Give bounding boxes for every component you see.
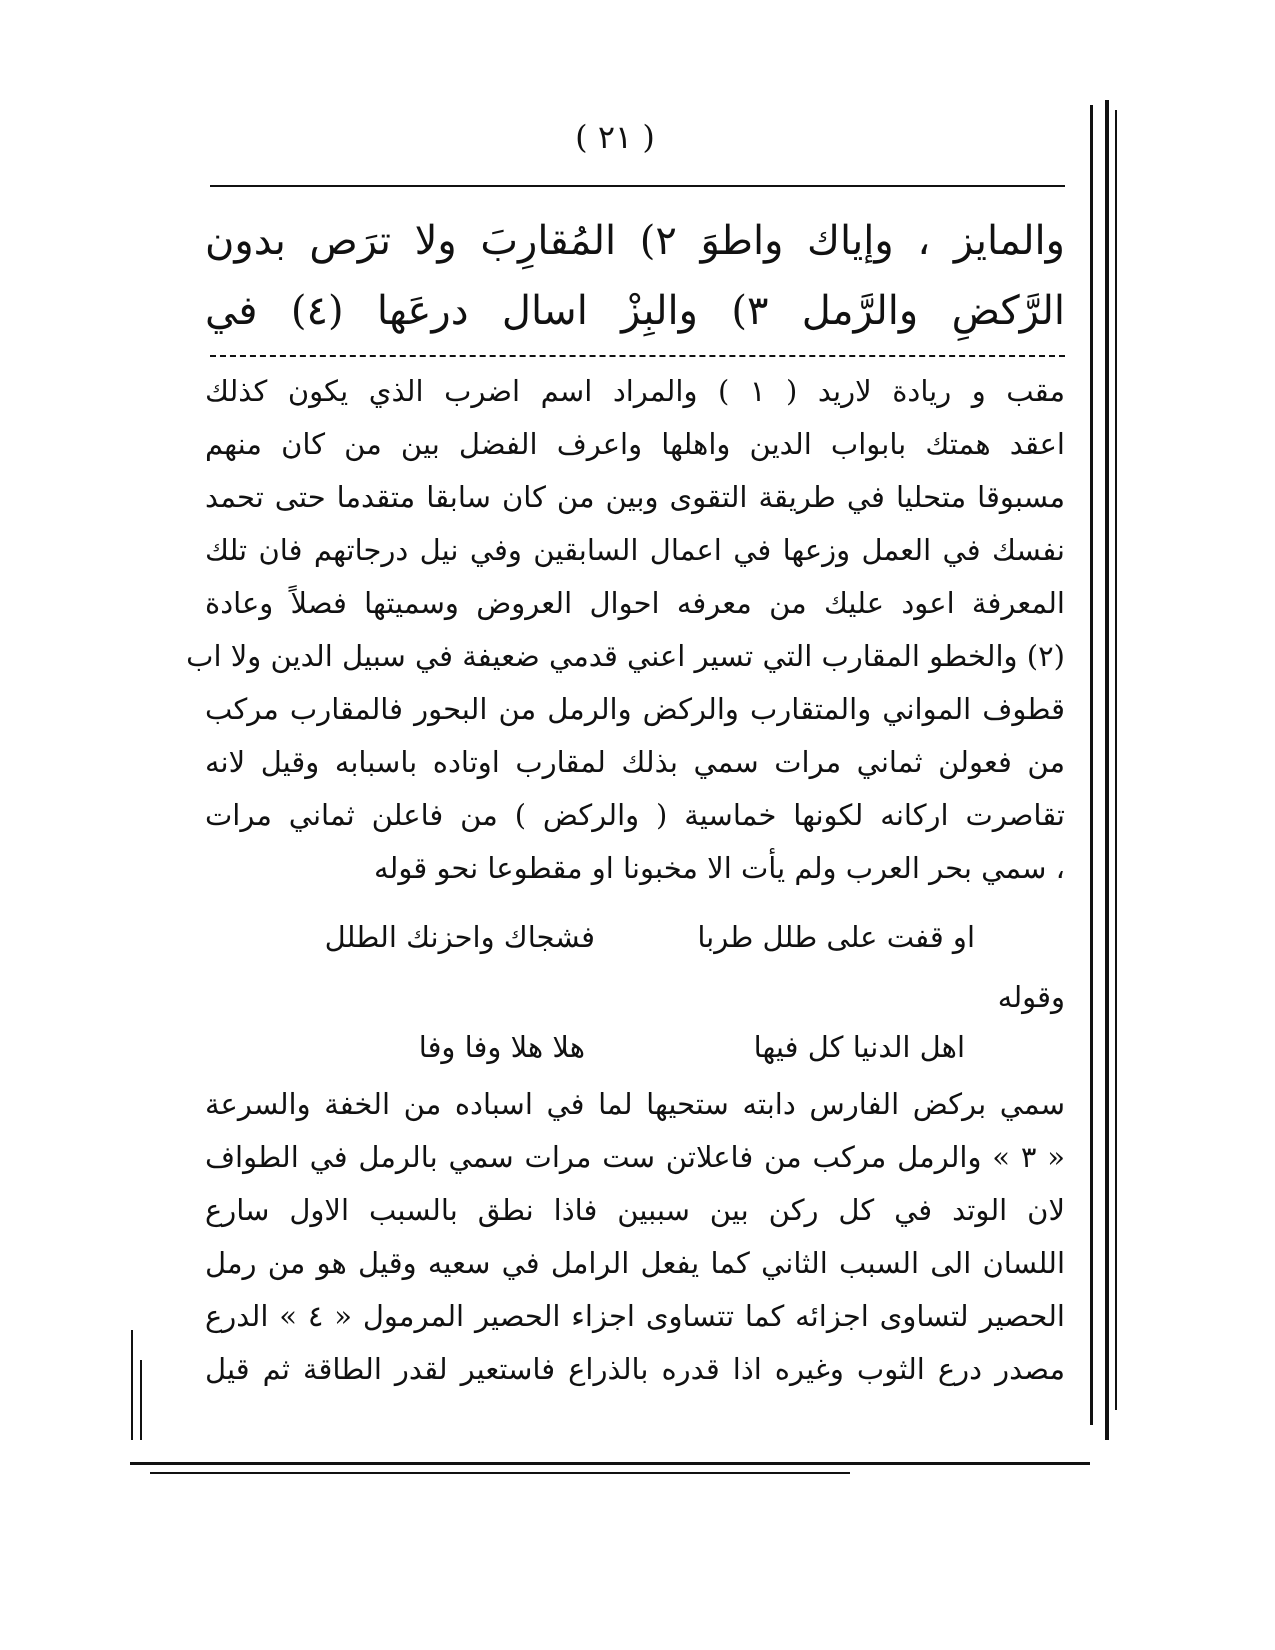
verse-line: الرَّكضِ والرَّمل ٣) والبِزْ اسال درعَها (٤) في xyxy=(205,288,1066,334)
footer-rule xyxy=(150,1472,850,1474)
commentary-line: مقب و ريادة لاريد ( ١ ) والمراد اسم اضرب الذي يكون كذلك xyxy=(205,374,1065,408)
commentary-line: سمي بركض الفارس دابته ستحيها لما في اسباده من الخفة والسرعة xyxy=(205,1087,1065,1121)
commentary-block xyxy=(205,1078,1065,1396)
right-border-line xyxy=(1115,110,1117,1410)
footer-rule xyxy=(130,1462,1090,1465)
commentary-line: اللسان الى السبب الثاني كما يفعل الرامل في سعيه وقيل هو من رمل xyxy=(205,1246,1065,1280)
right-border-line xyxy=(1090,105,1093,1425)
header-rule xyxy=(210,185,1065,187)
left-border-tick xyxy=(140,1360,142,1440)
page-number: ( ٢١ ) xyxy=(575,118,655,156)
commentary-block xyxy=(186,365,1065,895)
commentary-line: من فعولن ثماني مرات سمي بذلك لمقارب اوتاده باسبابه وقيل لانه xyxy=(205,745,1065,779)
poem-hemistich: هلا هلا وفا وفا xyxy=(418,1030,585,1064)
commentary-line: مصدر درع الثوب وغيره اذا قدره بالذراع فاستعير لقدر الطاقة ثم قيل xyxy=(205,1352,1065,1386)
verse-divider xyxy=(210,355,1065,357)
commentary-line: (٢) والخطو المقارب التي تسير اعني قدمي ضعيفة في سبيل الدين ولا اب xyxy=(186,639,1065,673)
commentary-line: الحصير لتساوى اجزائه كما تتساوى اجزاء الحصير المرمول « ٤ » الدرع xyxy=(205,1299,1065,1333)
poem-hemistich: او قفت على طلل طربا xyxy=(697,920,975,954)
quote-intro: وقوله xyxy=(997,980,1065,1014)
commentary-line: مسبوقا متحليا في طريقة التقوى وبين من كان سابقا متقدما حتى تحمد xyxy=(205,480,1065,514)
commentary-line: المعرفة اعود عليك من معرفه احوال العروض وسميتها فصلاً وعادة xyxy=(205,586,1065,620)
commentary-line: « ٣ » والرمل مركب من فاعلاتن ست مرات سمي بالرمل في الطواف xyxy=(205,1140,1065,1174)
commentary-line: لان الوتد في كل ركن بين سببين فاذا نطق بالسبب الاول سارع xyxy=(205,1193,1065,1227)
verse-line: والمايز ، وإياك واطوَ ٢) المُقارِبَ ولا ترَص بدون xyxy=(205,218,1065,264)
commentary-line: اعقد همتك بابواب الدين واهلها واعرف الفضل بين من كان منهم xyxy=(205,427,1065,461)
commentary-line: ، سمي بحر العرب ولم يأت الا مخبونا او مقطوعا نحو قوله xyxy=(374,851,1065,885)
left-border-tick xyxy=(131,1330,133,1440)
poem-hemistich: اهل الدنيا كل فيها xyxy=(753,1030,965,1064)
commentary-line: نفسك في العمل وزعها في اعمال السابقين وفي نيل درجاتهم فان تلك xyxy=(205,533,1065,567)
commentary-line: قطوف المواني والمتقارب والركض والرمل من البحور فالمقارب مركب xyxy=(205,692,1065,726)
right-border-line xyxy=(1105,100,1109,1440)
poem-hemistich: فشجاك واحزنك الطلل xyxy=(324,920,595,954)
commentary-line: تقاصرت اركانه لكونها خماسية ( والركض ) من فاعلن ثماني مرات xyxy=(205,798,1065,832)
